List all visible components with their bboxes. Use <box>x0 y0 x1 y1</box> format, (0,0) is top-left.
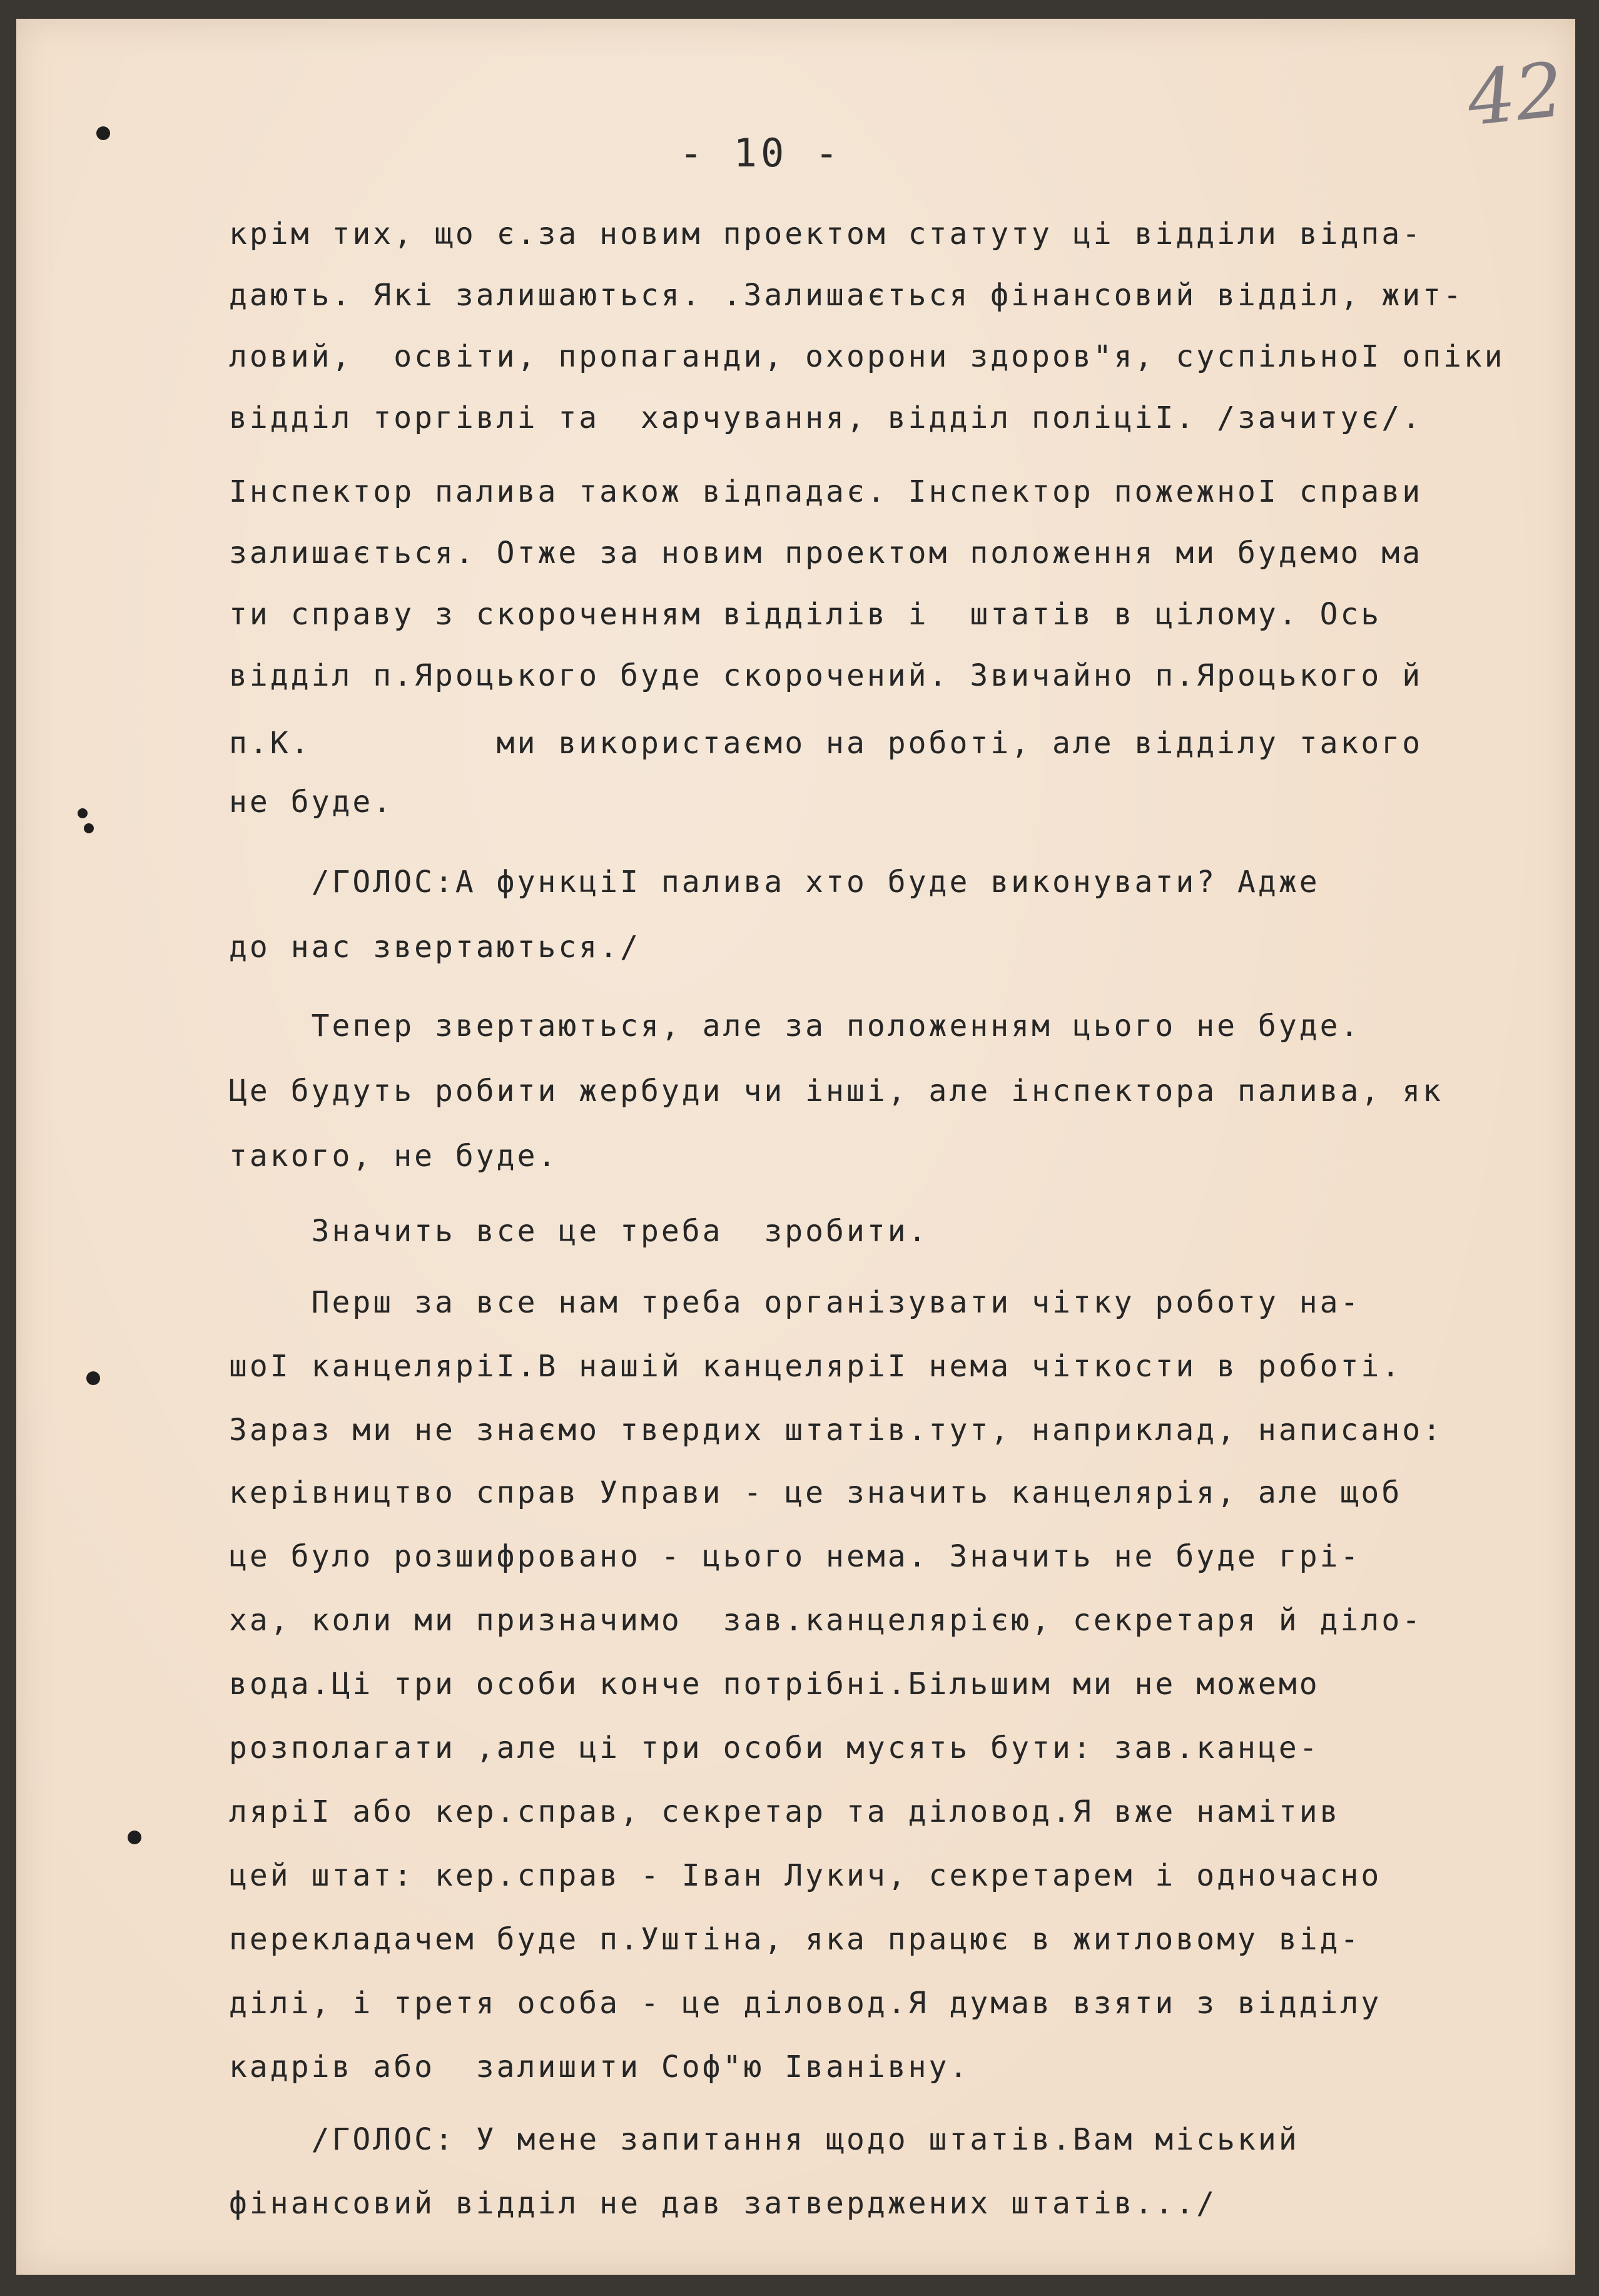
text-line: розполагати ,але ці три особи мусять бути: зав.канце- <box>229 1730 1320 1765</box>
text-line: Це будуть робити жербуди чи інші, але інспектора палива, як <box>229 1074 1444 1109</box>
text-line: крім тих, що є.за новим проектом статуту ці відділи відпа- <box>229 216 1423 251</box>
binding-hole <box>78 808 88 818</box>
text-line: Зараз ми не знаємо твердих штатів.тут, наприклад, написано: <box>229 1413 1444 1448</box>
text-line: кадрів або залишити Соф"ю Іванівну. <box>229 2050 970 2085</box>
text-line: ти справу з скороченням відділів і штатів в цілому. Ось <box>229 597 1382 632</box>
binding-hole <box>86 1371 100 1385</box>
document-page <box>16 19 1575 2275</box>
text-line: Перш за все нам треба організувати чітку роботу на- <box>229 1285 1361 1320</box>
text-line: ділі, і третя особа - це діловод.Я думав взяти з відділу <box>229 1986 1382 2021</box>
text-line: відділ торгівлі та харчування, відділ поліціІ. /зачитує/. <box>229 400 1423 435</box>
text-line: /ГОЛОС: У мене запитання щодо штатів.Вам міський <box>229 2122 1299 2157</box>
text-line: такого, не буде. <box>229 1139 559 1174</box>
text-line: /ГОЛОС:А функціІ палива хто буде виконувати? Адже <box>229 865 1320 900</box>
folio-number: 42 <box>1463 46 1568 143</box>
text-line: ха, коли ми призначимо зав.канцелярією, секретаря й діло- <box>229 1603 1423 1638</box>
text-line: відділ п.Яроцького буде скорочений. Звичайно п.Яроцького й <box>229 658 1423 693</box>
binding-hole <box>128 1831 141 1844</box>
text-line: до нас звертаються./ <box>229 930 641 965</box>
text-line: Інспектор палива також відпадає. Інспектор пожежноІ справи <box>229 474 1423 509</box>
text-line: не буде. <box>229 785 394 820</box>
text-line: ловий, освіти, пропаганди, охорони здоров"я, суспільноІ опіки <box>229 339 1505 374</box>
text-line: цей штат: кер.справ - Іван Лукич, секретарем і одночасно <box>229 1858 1382 1893</box>
text-line: п.К. ми використаємо на роботі, але відділу такого <box>229 726 1423 761</box>
text-line: керівництво справ Управи - це значить канцелярія, але щоб <box>229 1475 1403 1510</box>
text-line: Тепер звертаються, але за положенням цього не буде. <box>229 1008 1361 1044</box>
text-line: фінансовий відділ не дав затверджених штатів.../ <box>229 2186 1217 2221</box>
binding-hole <box>96 126 110 140</box>
text-line: перекладачем буде п.Уштіна, яка працює в житловому від- <box>229 1922 1361 1957</box>
text-line: шоІ канцеляріІ.В нашій канцеляріІ нема чіткости в роботі. <box>229 1349 1403 1384</box>
text-line: залишається. Отже за новим проектом положення ми будемо ма <box>229 536 1423 571</box>
text-line: ляріІ або кер.справ, секретар та діловод.Я вже намітив <box>229 1794 1341 1829</box>
text-line: це було розшифровано - цього нема. Значить не буде грі- <box>229 1539 1361 1574</box>
text-line: вода.Ці три особи конче потрібні.Більшим ми не можемо <box>229 1667 1320 1702</box>
binding-hole <box>84 823 94 833</box>
text-line: дають. Які залишаються. .Залишається фінансовий відділ, жит- <box>229 278 1464 313</box>
text-line: Значить все це треба зробити. <box>229 1214 929 1249</box>
page-number: - 10 - <box>679 130 842 176</box>
